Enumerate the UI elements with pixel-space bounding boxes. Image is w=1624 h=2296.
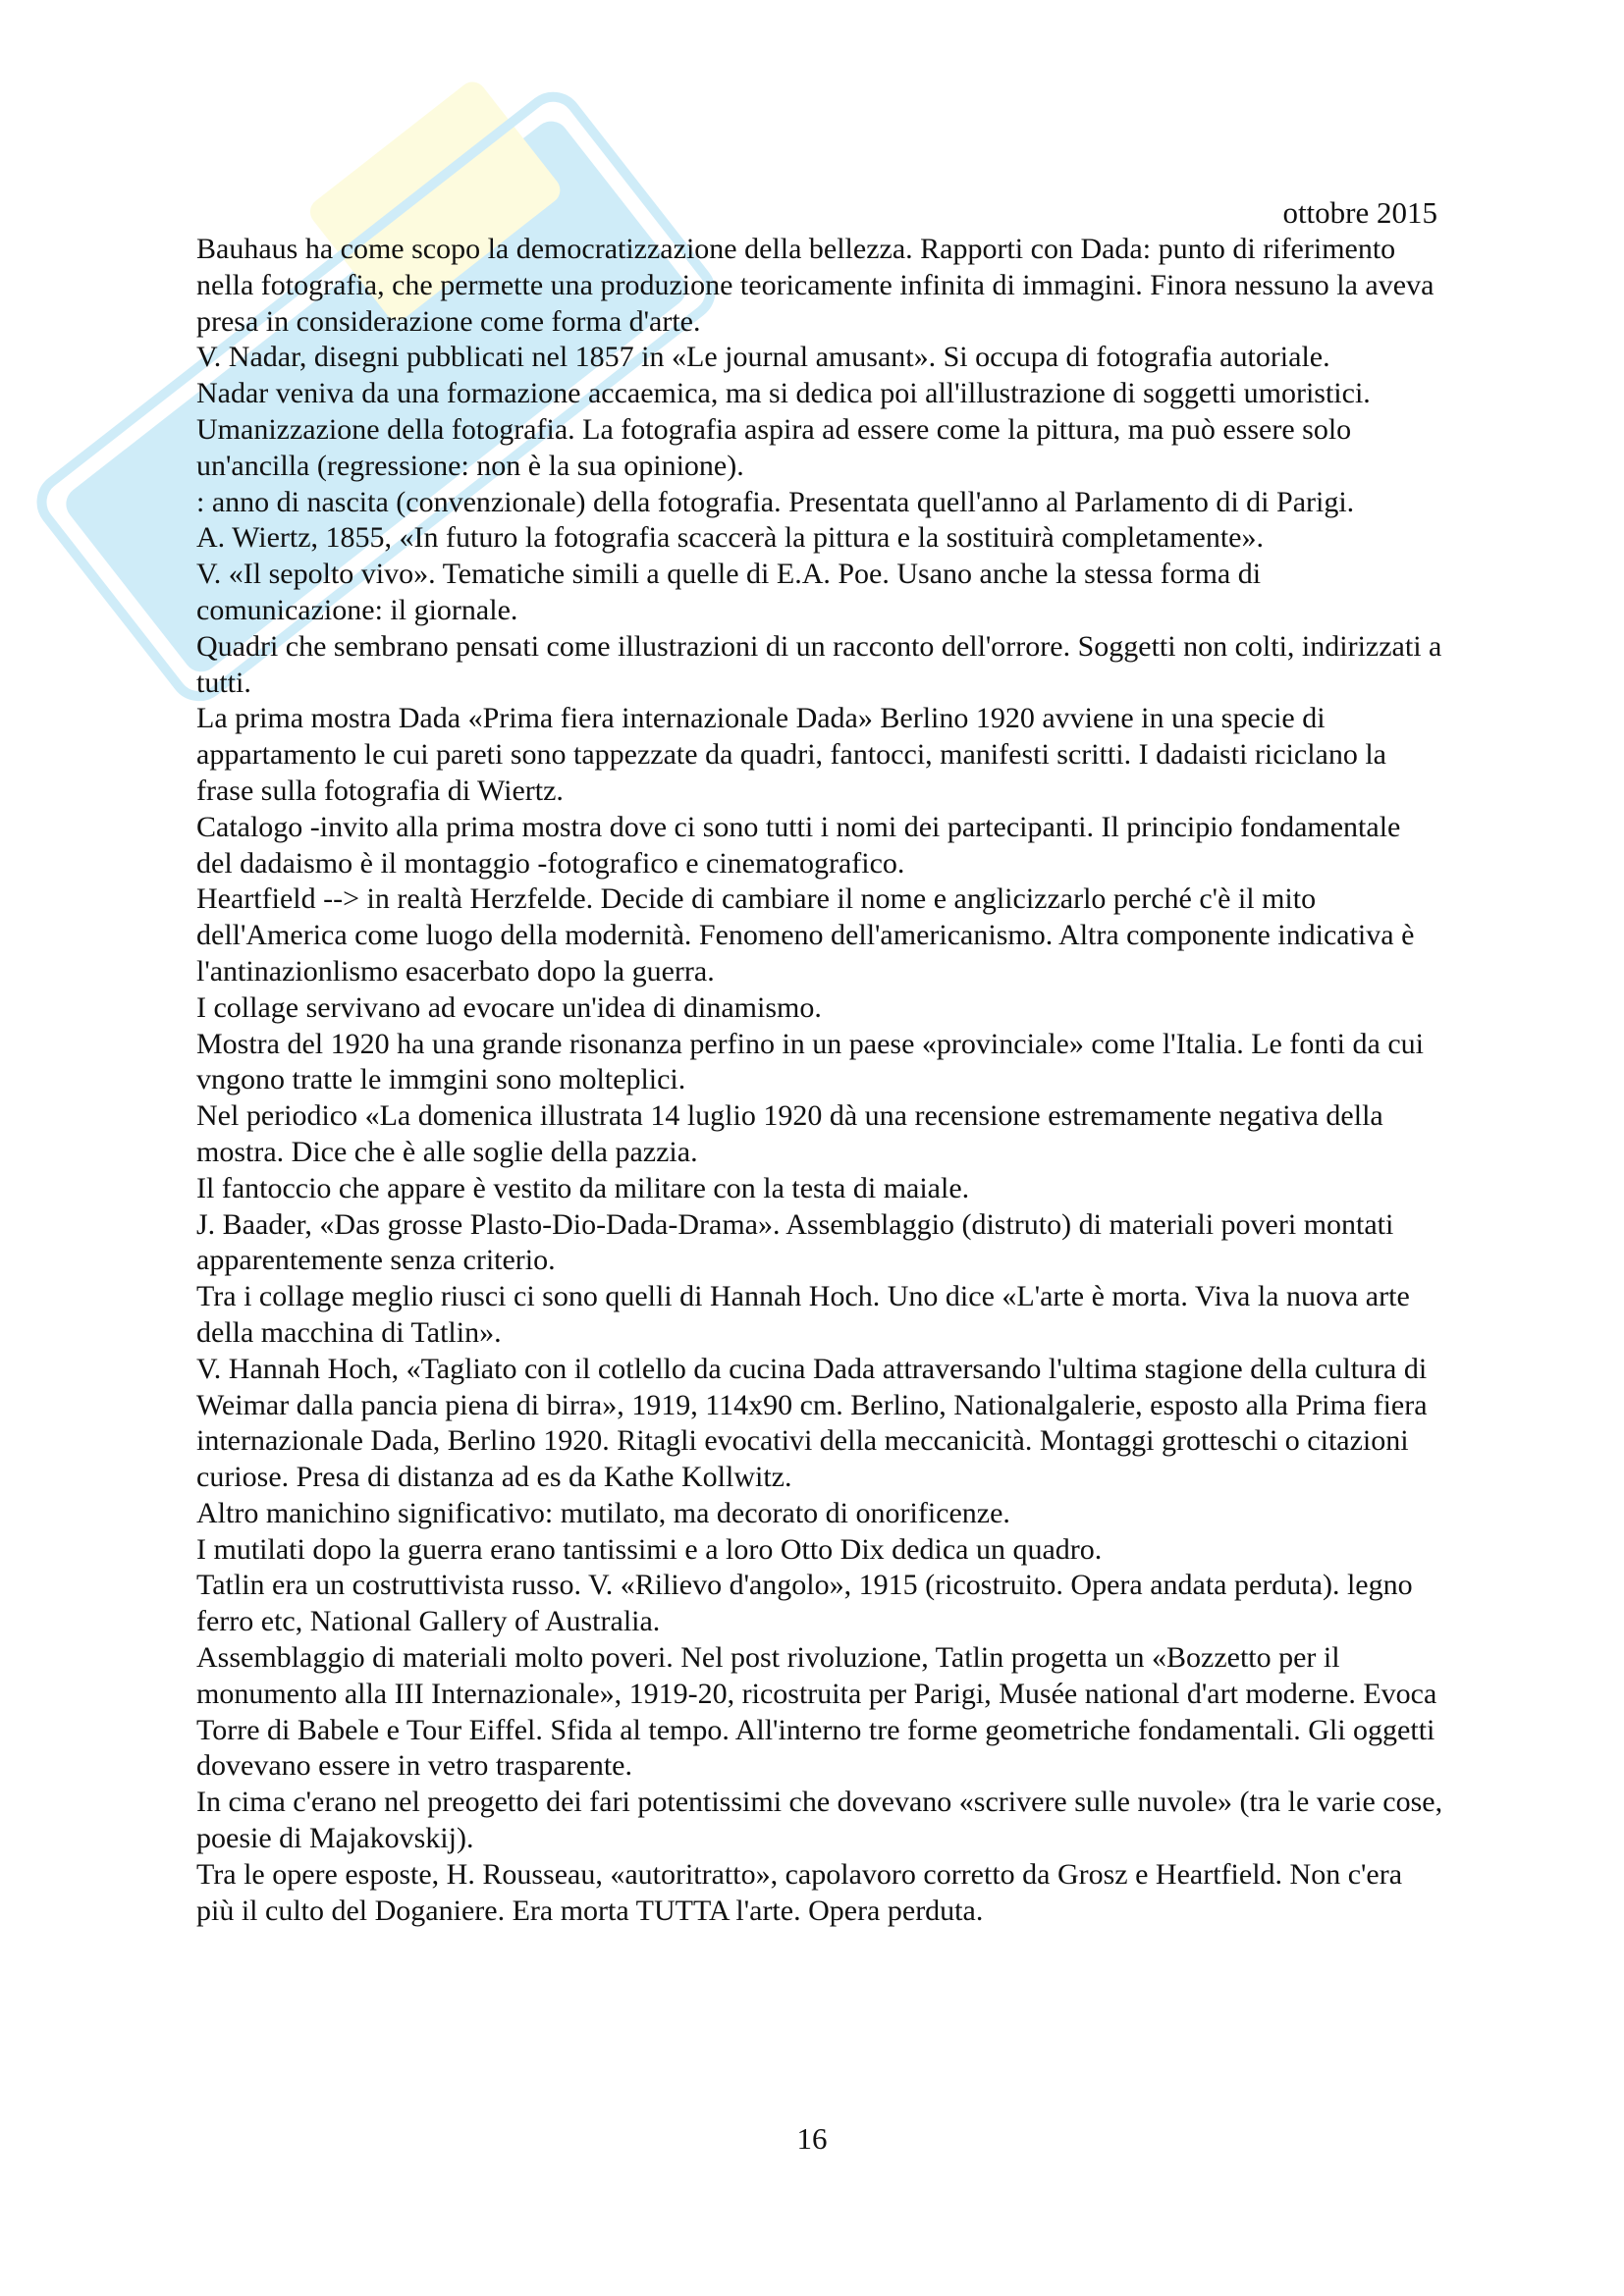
paragraph-otto-dix: I mutilati dopo la guerra erano tantissimi e a loro Otto Dix dedica un quadro. [196,1532,1103,1566]
paragraph-mannequin: Altro manichino significativo: mutilato, ma decorato di onorificenze. [196,1496,1010,1529]
paragraph-catalogue: Catalogo -invito alla prima mostra dove ci sono tutti i nomi dei partecipanti. Il principio fondamentale del dadaismo è il montaggio -fotografico e cinematografico. [196,810,1401,880]
paragraph-horror-paintings: Quadri che sembrano pensati come illustrazioni di un racconto dell'orrore. Soggetti non colti, indirizzati a tutti. [196,629,1442,699]
page-date: ottobre 2015 [1282,195,1437,230]
paragraph-tatlin-monument: Assemblaggio di materiali molto poveri. Nel post rivoluzione, Tatlin progetta un «Bozzetto per il monumento alla III Internazionale», 1919-20, ricostruita per Parigi, Musée national d'art moderne. Evoca Torre di Babele e Tour Eiffel. Sfida al tempo. All'interno tre forme geometriche fondamentali. Gli oggetti dovevano essere in vetro trasparente. [196,1641,1437,1783]
document-body [196,232,1443,1929]
paragraph-hoch-collages: Tra i collage meglio riusci ci sono quelli di Hannah Hoch. Uno dice «L'arte è morta. Viva la nuova arte della macchina di Tatlin». [196,1280,1410,1349]
paragraph-nadar-formation: Nadar veniva da una formazione accaemica, ma si dedica poi all'illustrazione di soggetti umoristici. Umanizzazione della fotografia. La fotografia aspira ad essere come la pittura, ma può essere solo un'ancilla (regressione: non è la sua opinione). [196,377,1371,482]
page-number: 16 [796,2121,828,2156]
paragraph-exhibition-resonance: Mostra del 1920 ha una grande risonanza perfino in un paese «provinciale» come l'Italia. Le fonti da cui vngono tratte le immgini sono molteplici. [196,1027,1424,1096]
paragraph-domenica-illustrata: Nel periodico «La domenica illustrata 14 luglio 1920 dà una recensione estremamente negativa della mostra. Dice che è alle soglie della pazzia. [196,1099,1383,1168]
paragraph-hoch-tagliato: V. Hannah Hoch, «Tagliato con il cotlello da cucina Dada attraversando l'ultima stagione della cultura di Weimar dalla pancia piena di birra», 1919, 114x90 cm. Berlino, Nationalgalerie, esposto alla Prima fiera internazionale Dada, Berlino 1920. Ritagli evocativi della meccanicità. Montaggi grotteschi o citazioni curiose. Presa di distanza ad es da Kathe Kollwitz. [196,1352,1428,1494]
paragraph-puppet: Il fantoccio che appare è vestito da militare con la testa di maiale. [196,1171,970,1204]
paragraph-wiertz-quote: A. Wiertz, 1855, «In futuro la fotografia scaccerà la pittura e la sostituirà completamente». [196,521,1264,555]
paragraph-dada-fair: La prima mostra Dada «Prima fiera internazionale Dada» Berlino 1920 avviene in una specie di appartamento le cui pareti sono tappezzate da quadri, fantocci, manifesti scritti. I dadaisti riciclano la frase sulla fotografia di Wiertz. [196,702,1386,807]
paragraph-collage-dynamism: I collage servivano ad evocare un'idea di dinamismo. [196,990,822,1024]
paragraph-heartfield: Heartfield --> in realtà Herzfelde. Decide di cambiare il nome e anglicizzarlo perché c'è il mito dell'America come luogo della modernità. Fenomeno dell'americanismo. Altra componente indicativa è l'antinazionlismo esacerbato dopo la guerra. [196,882,1415,988]
paragraph-baader: J. Baader, «Das grosse Plasto-Dio-Dada-Drama». Assemblaggio (distruto) di materiali poveri montati apparentemente senza criterio. [196,1207,1394,1277]
paragraph-birth-of-photography: : anno di nascita (convenzionale) della fotografia. Presentata quell'anno al Parlamento di di Parigi. [196,485,1355,518]
paragraph-sepolto-vivo: V. «Il sepolto vivo». Tematiche simili a quelle di E.A. Poe. Usano anche la stessa forma di comunicazione: il giornale. [196,558,1262,626]
paragraph-rousseau: Tra le opere esposte, H. Rousseau, «autoritratto», capolavoro corretto da Grosz e Heartfield. Non c'era più il culto del Doganiere. Era morta TUTTA l'arte. Opera perduta. [196,1857,1403,1927]
paragraph-nadar-drawings: V. Nadar, disegni pubblicati nel 1857 in «Le journal amusant». Si occupa di fotografia autoriale. [196,341,1330,374]
paragraph-bauhaus: Bauhaus ha come scopo la democratizzazione della bellezza. Rapporti con Dada: punto di riferimento nella fotografia, che permette una produzione teoricamente infinita di immagini. Finora nessuno la aveva presa in considerazione come forma d'arte. [196,233,1435,338]
paragraph-lighthouses: In cima c'erano nel preogetto dei fari potentissimi che dovevano «scrivere sulle nuvole» (tra le varie cose, poesie di Majakovskij). [196,1786,1443,1855]
paragraph-tatlin-rilievo: Tatlin era un costruttivista russo. V. «Rilievo d'angolo», 1915 (ricostruito. Opera andata perduta). legno ferro etc, National Gallery of Australia. [196,1569,1413,1638]
